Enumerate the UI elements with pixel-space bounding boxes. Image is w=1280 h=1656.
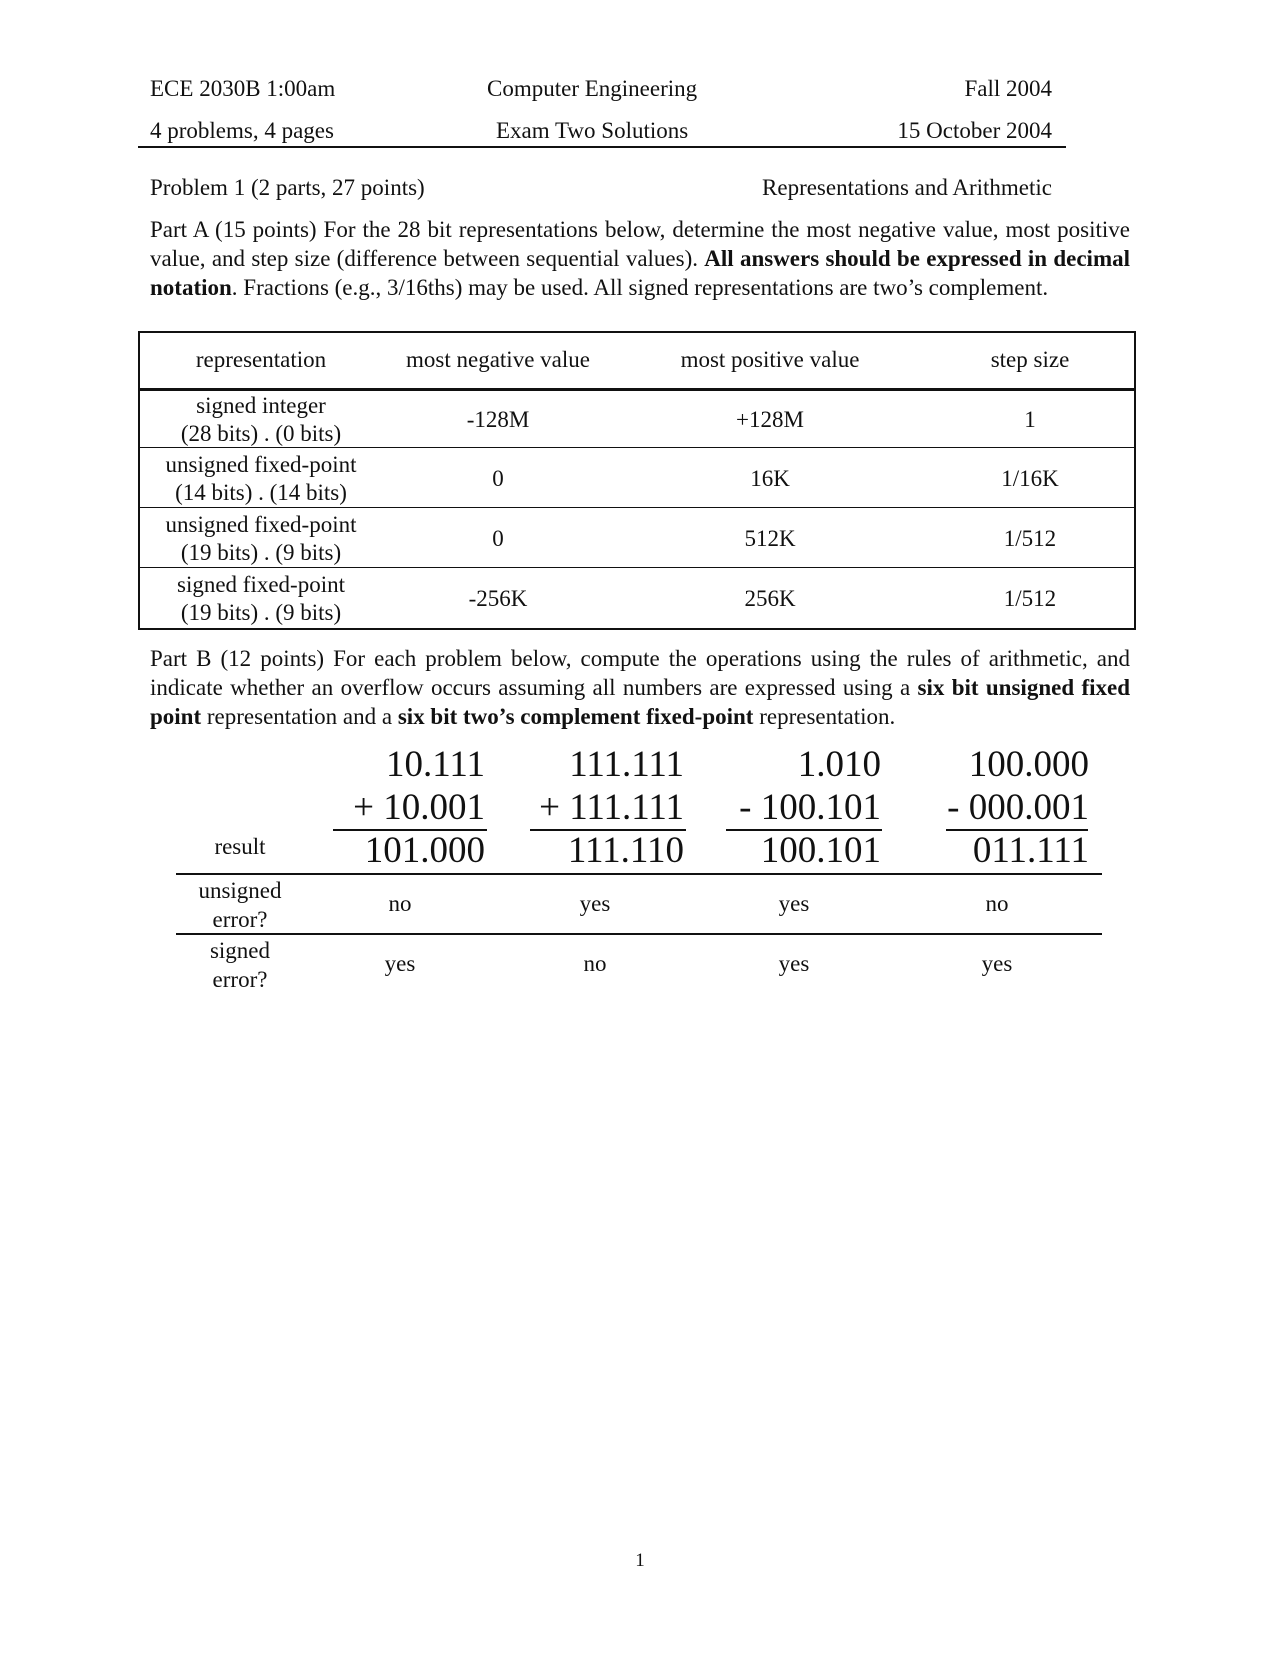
- representation-bits: (14 bits) . (14 bits): [175, 480, 347, 505]
- operand-a: 1.010: [797, 744, 881, 785]
- signed-error-answer: yes: [981, 951, 1013, 976]
- representation-bits: (28 bits) . (0 bits): [180, 421, 342, 446]
- signed-label-line: error?: [212, 967, 268, 992]
- operand-b: - 000.001: [947, 787, 1089, 828]
- signed-error-answer: yes: [778, 951, 810, 976]
- operand-a: 111.111: [569, 744, 684, 785]
- operand-a: 100.000: [968, 744, 1089, 785]
- page-number: 1: [635, 1550, 645, 1571]
- term-label: Fall 2004: [964, 76, 1052, 101]
- representation-bits: (19 bits) . (9 bits): [180, 600, 342, 625]
- column-header: representation: [195, 347, 327, 372]
- representation-name: unsigned fixed-point: [165, 512, 357, 537]
- result-value: 011.111: [972, 830, 1089, 871]
- row-divider: [140, 567, 1134, 568]
- problem-count-label: 4 problems, 4 pages: [150, 118, 334, 143]
- most-positive-value: 512K: [744, 526, 796, 551]
- unsigned-error-answer: no: [985, 891, 1009, 916]
- most-negative-value: -256K: [468, 586, 528, 611]
- operand-a: 10.111: [385, 744, 485, 785]
- exam-title: Exam Two Solutions: [496, 118, 689, 143]
- signed-label-line: signed: [209, 938, 271, 963]
- representation-table: [138, 331, 1136, 630]
- header-rule: [138, 146, 1066, 148]
- most-positive-value: 16K: [750, 466, 790, 491]
- result-value: 101.000: [364, 830, 485, 871]
- most-positive-value: +128M: [736, 407, 804, 432]
- problem-title: Problem 1 (2 parts, 27 points): [150, 175, 425, 200]
- unsigned-row-label: [178, 876, 302, 934]
- result-divider: [176, 873, 1102, 875]
- operand-b: - 100.101: [739, 787, 881, 828]
- result-value: 100.101: [760, 830, 881, 871]
- unsigned-error-answer: no: [388, 891, 412, 916]
- department-label: Computer Engineering: [487, 76, 698, 101]
- operand-b: + 111.111: [539, 787, 684, 828]
- representation-name: unsigned fixed-point: [165, 452, 357, 477]
- part-a-text: Part A (15 points) For the 28 bit representations below, determine the most negative value, most positive value, and step size (difference between sequential values). All answers should be expressed in decimal notation. Fractions (e.g., 3/16ths) may be used. All signed representations are two’s complement.: [150, 217, 1130, 300]
- step-size: 1: [1024, 407, 1036, 432]
- column-header: most positive value: [680, 347, 860, 372]
- representation-bits: (19 bits) . (9 bits): [180, 540, 342, 565]
- most-negative-value: 0: [492, 466, 504, 491]
- column-header: step size: [990, 347, 1070, 372]
- result-value: 111.110: [567, 830, 684, 871]
- unsigned-label-line: error?: [212, 907, 268, 932]
- part-b-text: Part B (12 points) For each problem below, compute the operations using the rules of arithmetic, and indicate whether an overflow occurs assuming all numbers are expressed using a six bit unsigned fixed point representation and a six bit two’s complement fixed-point representation.: [150, 646, 1130, 729]
- signed-row-label: [178, 936, 302, 994]
- unsigned-error-answer: yes: [778, 891, 810, 916]
- unsigned-error-answer: yes: [579, 891, 611, 916]
- step-size: 1/512: [1003, 586, 1057, 611]
- unsigned-divider: [176, 933, 1102, 935]
- signed-error-answer: no: [583, 951, 607, 976]
- most-negative-value: 0: [492, 526, 504, 551]
- most-negative-value: -128M: [466, 407, 530, 432]
- table-header-divider: [140, 388, 1134, 391]
- row-divider: [140, 507, 1134, 508]
- operand-b: + 10.001: [353, 787, 485, 828]
- course-label: ECE 2030B 1:00am: [150, 76, 336, 101]
- representation-name: signed integer: [196, 393, 326, 418]
- result-row-label: result: [214, 834, 266, 859]
- representation-name: signed fixed-point: [177, 572, 345, 597]
- step-size: 1/512: [1003, 526, 1057, 551]
- row-divider: [140, 447, 1134, 448]
- exam-date: 15 October 2004: [897, 118, 1052, 143]
- most-positive-value: 256K: [744, 586, 796, 611]
- signed-error-answer: yes: [384, 951, 416, 976]
- column-header: most negative value: [406, 347, 590, 372]
- step-size: 1/16K: [1001, 466, 1059, 491]
- problem-topic: Representations and Arithmetic: [762, 175, 1052, 200]
- unsigned-label-line: unsigned: [198, 878, 282, 903]
